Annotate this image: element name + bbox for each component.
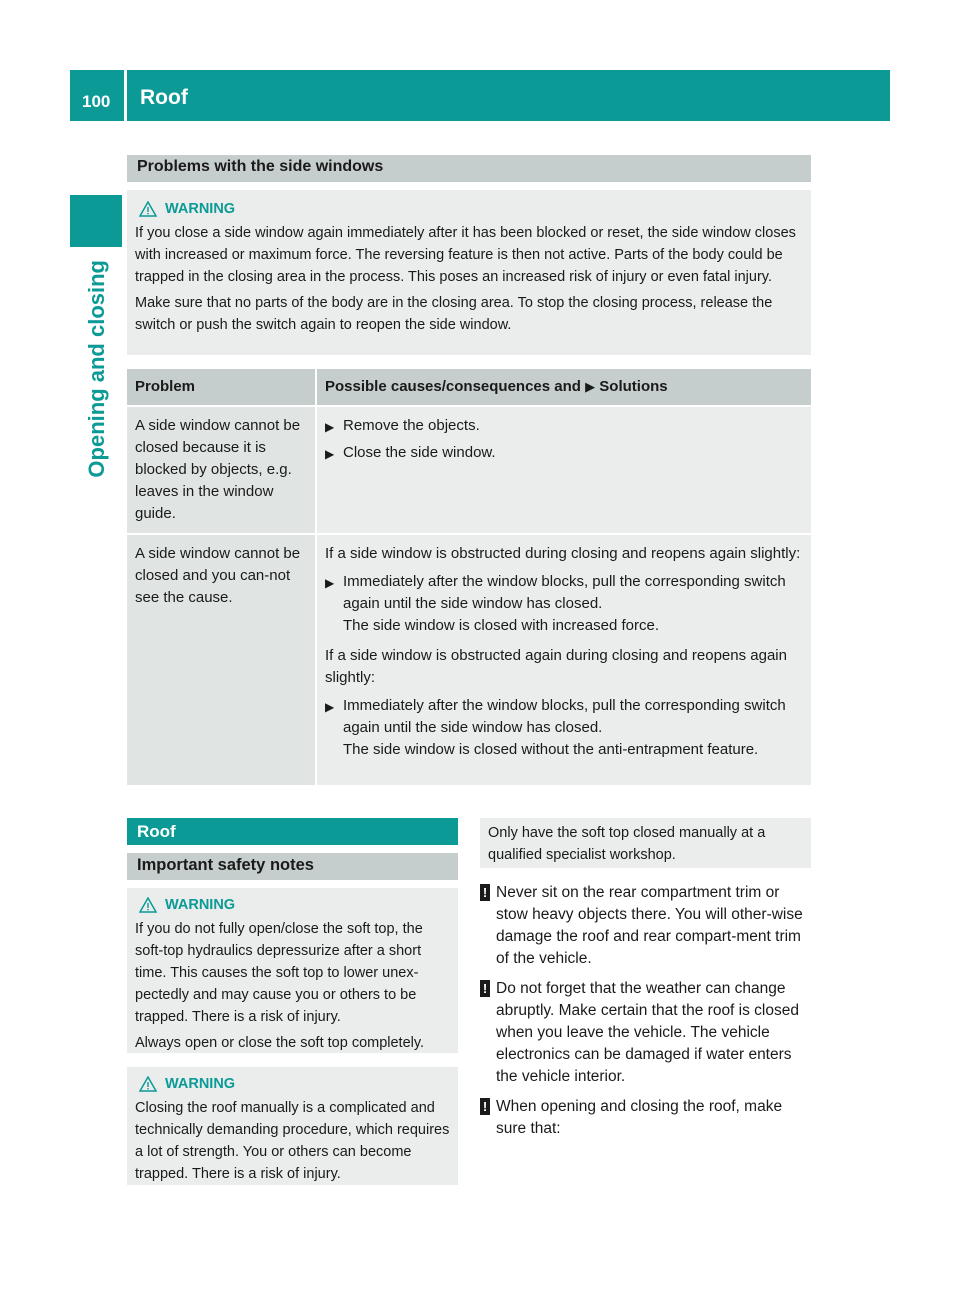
- workshop-note: Only have the soft top closed manually at a qualified specialist workshop.: [480, 818, 811, 868]
- problem-column-header: Problem: [127, 369, 315, 405]
- warning-text: Closing the roof manually is a complicated and technically demanding procedure, which requires a lot of strength. You or others can become trapped. There is a risk of injury.: [135, 1100, 450, 1182]
- problems-section-title: Problems with the side windows: [127, 155, 811, 182]
- side-tab-marker: [70, 195, 122, 247]
- manual-closing-warning-box: [127, 1067, 458, 1185]
- side-section-label: Opening and closing: [84, 260, 109, 478]
- warning-text: If you close a side window again immediately after it has been blocked or reset, the side window closes with increased or maximum force. The reversing feature is then not active. Parts of the body could be trapped in the closing area in the process. This poses an increased risk of injury or even fatal injury.: [135, 225, 796, 285]
- page-header-bar: [70, 70, 890, 121]
- warning-triangle-icon: [139, 1076, 157, 1092]
- exclamation-icon: !: [480, 884, 490, 901]
- warning-instruction: Make sure that no parts of the body are in the closing area. To stop the closing process, release the switch or push the switch again to reopen the side window.: [135, 295, 773, 333]
- arrow-icon: ▶: [325, 700, 335, 714]
- exclamation-icon: !: [480, 1098, 490, 1115]
- table-row: [127, 407, 811, 533]
- warning-heading: WARNING: [139, 1073, 450, 1095]
- notice-item: ! Never sit on the rear compartment trim or stow heavy objects there. You will other-wise damage the roof and rear compart-ment trim of the vehicle.: [480, 882, 812, 970]
- roof-section-title: Roof: [127, 818, 458, 845]
- warning-heading: WARNING: [139, 894, 450, 916]
- problem-cell: A side window cannot be closed because it is blocked by objects, e.g. leaves in the window guide.: [127, 407, 315, 533]
- solution-cell: ▶ Remove the objects. ▶ Close the side window.: [317, 407, 811, 533]
- arrow-icon: ▶: [325, 576, 335, 590]
- warning-instruction: Always open or close the soft top completely.: [135, 1035, 425, 1051]
- warning-triangle-icon: [139, 201, 157, 217]
- header-divider: [124, 70, 127, 121]
- table-row: [127, 535, 811, 785]
- warning-text: If you do not fully open/close the soft top, the soft-top hydraulics depressurize after a short time. This causes the soft top to lower unex-pectedly and may cause you or others to be trapped. There is a risk of injury.: [135, 921, 423, 1025]
- solutions-column-header: Possible causes/consequences and ▶ Solutions: [317, 369, 811, 405]
- page-number: 100: [82, 92, 111, 111]
- notice-item: ! When opening and closing the roof, make sure that:: [480, 1096, 812, 1140]
- chapter-title: Roof: [140, 86, 188, 109]
- safety-notes-subtitle: Important safety notes: [127, 853, 458, 880]
- exclamation-icon: !: [480, 980, 490, 997]
- soft-top-warning-box: [127, 888, 458, 1053]
- arrow-icon: ▶: [585, 379, 596, 394]
- table-header-row: [127, 369, 811, 405]
- arrow-icon: ▶: [325, 420, 335, 434]
- warning-triangle-icon: [139, 897, 157, 913]
- problems-warning-box: [127, 190, 811, 355]
- notice-item: ! Do not forget that the weather can change abruptly. Make certain that the roof is closed when you leave the vehicle. The vehicle electronics can be damaged if water enters the vehicle interior.: [480, 978, 812, 1088]
- problem-cell: A side window cannot be closed and you can-not see the cause.: [127, 535, 315, 785]
- solution-cell: If a side window is obstructed during closing and reopens again slightly: ▶ Immediately after the window blocks, pull the corresponding switch again until the side window has closed. The side window is closed with increased force. If a side window is obstructed again during closing and reopens again slightly: ▶ Immediately after the window blocks, pull the corresponding switch again until the side window has closed. The side window is closed without the anti-entrapment feature.: [317, 535, 811, 785]
- warning-heading: WARNING: [139, 198, 803, 220]
- arrow-icon: ▶: [325, 447, 335, 461]
- problems-table: [125, 367, 813, 787]
